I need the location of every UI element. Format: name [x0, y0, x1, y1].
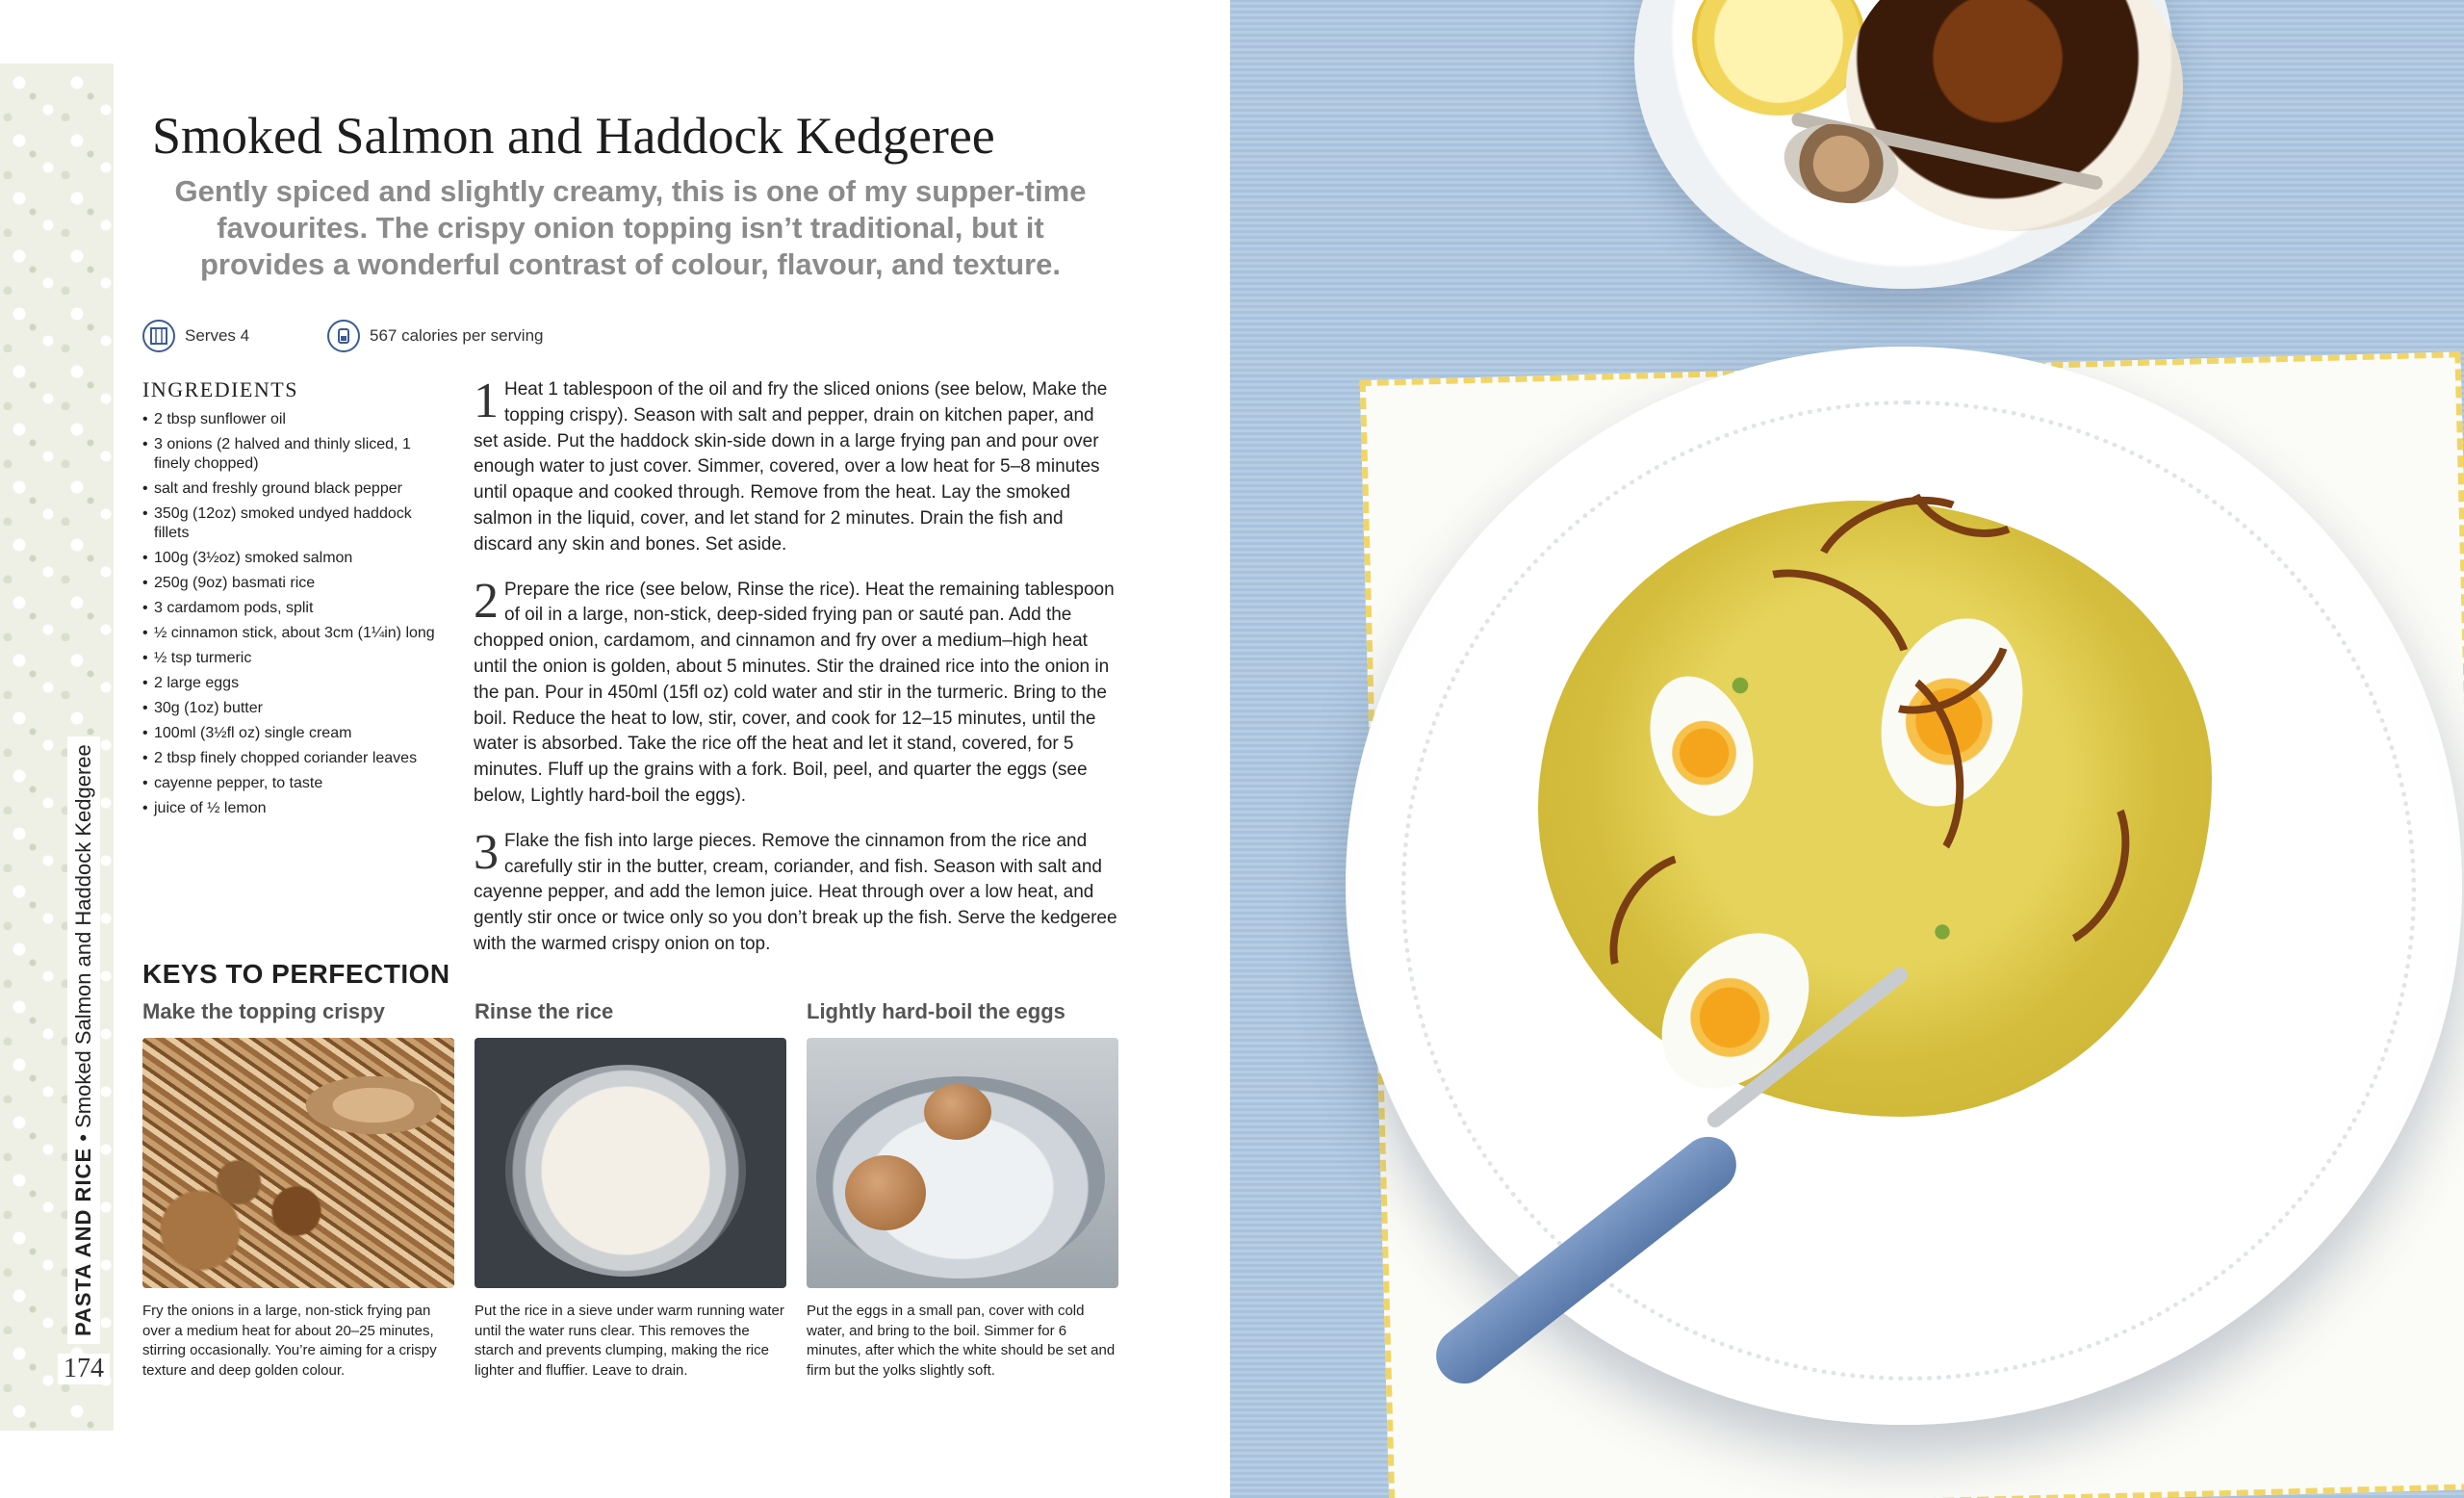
step-text: Flake the fish into large pieces. Remove the cinnamon from the rice and carefully stir in the butter, cream, coriander, and fish. Season with salt and cayenne pepper, and add the lemon juice. Heat through over a low heat, and gently stir once or twice only so you don’t break up the fish. Serve the kedgeree with the warmed crispy onion on top. — [474, 830, 1117, 954]
method-step-3 — [474, 824, 1118, 958]
left-page — [0, 0, 1230, 1498]
step-number: 2 — [474, 573, 499, 629]
serves-info — [142, 320, 249, 352]
recipe-intro: Gently spiced and slightly creamy, this is one of my supper-time favourites. The crispy onion topping isn’t traditional, but it provides a wonderful contrast of colour, flavour, and texture. — [174, 174, 1087, 281]
calories-text: 567 calories per serving — [370, 326, 544, 345]
ingredient-item: • ½ cinnamon stick, about 3cm (1¼in) long — [142, 624, 441, 643]
key-rice — [475, 999, 786, 1381]
ingredient-item: • 2 tbsp finely chopped coriander leaves — [142, 749, 441, 768]
ingredient-item: • 250g (9oz) basmati rice — [142, 574, 441, 593]
ingredient-item: • 30g (1oz) butter — [142, 699, 441, 718]
ingredients-list — [142, 410, 441, 824]
serves-text: Serves 4 — [185, 326, 250, 345]
key-title: Lightly hard-boil the eggs — [807, 999, 1065, 1023]
calories-icon — [327, 320, 360, 352]
method-step-1 — [474, 374, 1118, 558]
key-caption: Put the rice in a sieve under warm running water until the water runs clear. This removes the starch and prevents clumping, making the rice lighter and fluffier. Leave to drain. — [475, 1303, 784, 1379]
ingredient-item: • 350g (12oz) smoked undyed haddock fillets — [142, 504, 441, 543]
method-step-2 — [474, 573, 1118, 810]
sieve-shape — [505, 1065, 746, 1277]
step-text: Prepare the rice (see below, Rinse the rice). Heat the remaining tablespoon of oil in a large, non-stick, deep-sided frying pan or sauté pan. Add the chopped onion, cardamom, and cinnamon and fry over a medium–high heat until the onion is golden, about 5 minutes. Stir the drained rice into the onion in the pan. Pour in 450ml (15fl oz) cold water and stir in the turmeric. Bring to the boil. Reduce the heat to low, stir, cover, and cook for 12–15 minutes, until the water is absorbed. Take the rice off the heat and let it stand, covered, for 5 minutes. Fluff up the grains with a fork. Boil, peel, and quarter the eggs (see below, Lightly hard-boil the eggs). — [474, 579, 1115, 806]
key-title: Rinse the rice — [475, 999, 614, 1023]
ingredient-item: • 100g (3½oz) smoked salmon — [142, 549, 441, 568]
step-text: Heat 1 tablespoon of the oil and fry the sliced onions (see below, Make the topping crispy). Season with salt and pepper, drain on kitchen paper, and set aside. Put the haddock skin-side down in a large frying pan and pour over enough water to just cover. Simmer, covered, over a low heat for 5–8 minutes until opaque and cooked through. Remove from the heat. Lay the smoked salmon in the liquid, cover, and let stand for 2 minutes. Drain the fish and discard any skin and bones. Set aside. — [474, 379, 1108, 555]
running-head — [67, 736, 100, 1344]
key-topping — [142, 999, 454, 1381]
ingredient-item: • 3 onions (2 halved and thinly sliced, 1 finely chopped) — [142, 435, 441, 474]
calories-info — [327, 320, 543, 352]
rinse-rice-photo — [475, 1038, 786, 1288]
key-eggs — [807, 999, 1118, 1381]
egg-shape — [845, 1155, 926, 1230]
step-number: 3 — [474, 824, 499, 880]
method-steps — [474, 374, 1118, 977]
ingredient-item: • ½ tsp turmeric — [142, 649, 441, 668]
ingredient-item: • cayenne pepper, to taste — [142, 774, 441, 793]
key-title: Make the topping crispy — [142, 999, 385, 1023]
egg-shape — [924, 1084, 991, 1140]
ingredient-item: • 100ml (3½fl oz) single cream — [142, 724, 441, 743]
page-number: 174 — [58, 1354, 110, 1384]
ingredient-item: • 2 large eggs — [142, 674, 441, 693]
key-caption: Fry the onions in a large, non-stick frying pan over a medium heat for about 20–25 minutes, stirring occasionally. You’re aiming for a crispy texture and deep golden colour. — [142, 1303, 437, 1379]
running-head-separator: • — [71, 1127, 95, 1142]
step-number: 1 — [474, 374, 499, 428]
crispy-onions-photo — [142, 1038, 454, 1288]
ingredient-item: • salt and freshly ground black pepper — [142, 479, 441, 499]
serves-icon — [142, 320, 175, 352]
ingredients-heading: INGREDIENTS — [142, 377, 298, 401]
recipe-title: Smoked Salmon and Haddock Kedgeree — [152, 107, 995, 165]
ingredient-item: • juice of ½ lemon — [142, 799, 441, 818]
running-title: Smoked Salmon and Haddock Kedgeree — [71, 744, 95, 1128]
key-caption: Put the eggs in a small pan, cover with cold water, and bring to the boil. Simmer for 6 minutes, after which the white should be set and firm but the yolks slightly soft. — [807, 1303, 1116, 1379]
kedgeree-photo — [1230, 0, 2464, 1498]
keys-heading: KEYS TO PERFECTION — [142, 959, 450, 989]
ingredient-item: • 3 cardamom pods, split — [142, 599, 441, 618]
section-name: PASTA AND RICE — [71, 1147, 95, 1336]
boil-eggs-photo — [807, 1038, 1118, 1288]
ingredient-item: • 2 tbsp sunflower oil — [142, 410, 441, 429]
